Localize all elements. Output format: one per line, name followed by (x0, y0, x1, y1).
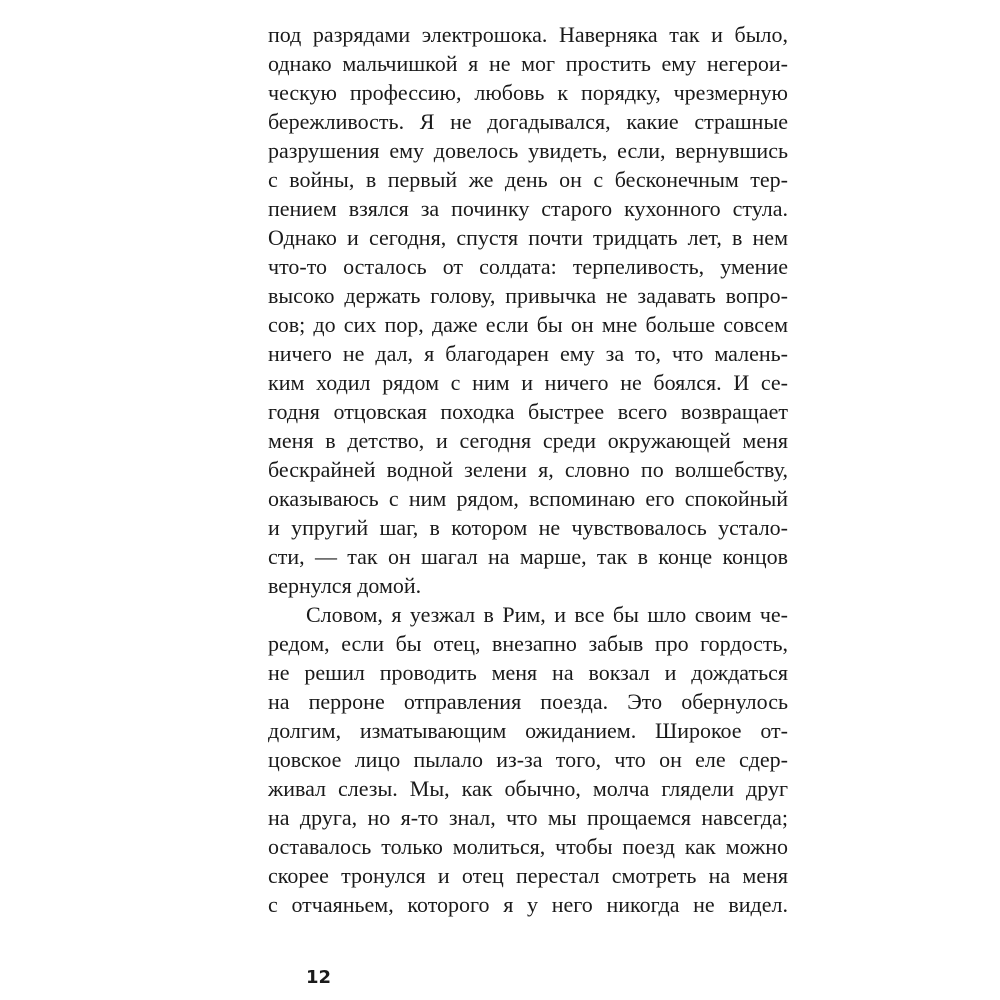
text-line: вернулся домой. (268, 573, 422, 598)
text-line: Однако и сегодня, спустя почти тридцать лет, в нем (268, 225, 788, 250)
text-line: ничего не дал, я благодарен ему за то, что малень- (268, 341, 788, 366)
paragraph (268, 600, 788, 919)
text-line: и упругий шаг, в котором не чувствовалось устало- (268, 515, 788, 540)
text-line: с отчаяньем, которого я у него никогда не видел. (268, 892, 788, 917)
text-line: редом, если бы отец, внезапно забыв про гордость, (268, 631, 788, 656)
text-line: Словом, я уезжал в Рим, и все бы шло своим че- (306, 602, 788, 627)
text-line: с войны, в первый же день он с бесконечным тер- (268, 167, 788, 192)
text-line: скорее тронулся и отец перестал смотреть на меня (268, 863, 788, 888)
text-line: на перроне отправления поезда. Это обернулось (268, 689, 788, 714)
text-line: на друга, но я-то знал, что мы прощаемся навсегда; (268, 805, 788, 830)
page-number: 12 (306, 967, 332, 988)
text-line: оставалось только молиться, чтобы поезд как можно (268, 834, 788, 859)
text-line: что-то осталось от солдата: терпеливость, умение (268, 254, 788, 279)
text-line: разрушения ему довелось увидеть, если, вернувшись (268, 138, 788, 163)
text-line: бескрайней водной зелени я, словно по волшебству, (268, 457, 788, 482)
body-text (268, 20, 788, 919)
text-line: не решил проводить меня на вокзал и дождаться (268, 660, 788, 685)
text-line: годня отцовская походка быстрее всего возвращает (268, 399, 788, 424)
text-line: живал слезы. Мы, как обычно, молча глядели друг (268, 776, 788, 801)
text-line: высоко держать голову, привычка не задавать вопро- (268, 283, 788, 308)
text-line: однако мальчишкой я не мог простить ему негерои- (268, 51, 788, 76)
text-line: под разрядами электрошока. Наверняка так и было, (268, 22, 788, 47)
text-line: бережливость. Я не догадывался, какие страшные (268, 109, 788, 134)
text-line: цовское лицо пылало из-за того, что он еле сдер- (268, 747, 788, 772)
text-line: меня в детство, и сегодня среди окружающей меня (268, 428, 788, 453)
text-line: ким ходил рядом с ним и ничего не боялся. И се- (268, 370, 788, 395)
text-line: долгим, изматывающим ожиданием. Широкое от- (268, 718, 788, 743)
text-line: сов; до сих пор, даже если бы он мне больше совсем (268, 312, 788, 337)
text-line: сти, — так он шагал на марше, так в конце концов (268, 544, 788, 569)
text-line: пением взялся за починку старого кухонного стула. (268, 196, 788, 221)
text-line: ческую профессию, любовь к порядку, чрезмерную (268, 80, 788, 105)
paragraph (268, 20, 788, 600)
text-line: оказываюсь с ним рядом, вспоминаю его спокойный (268, 486, 788, 511)
